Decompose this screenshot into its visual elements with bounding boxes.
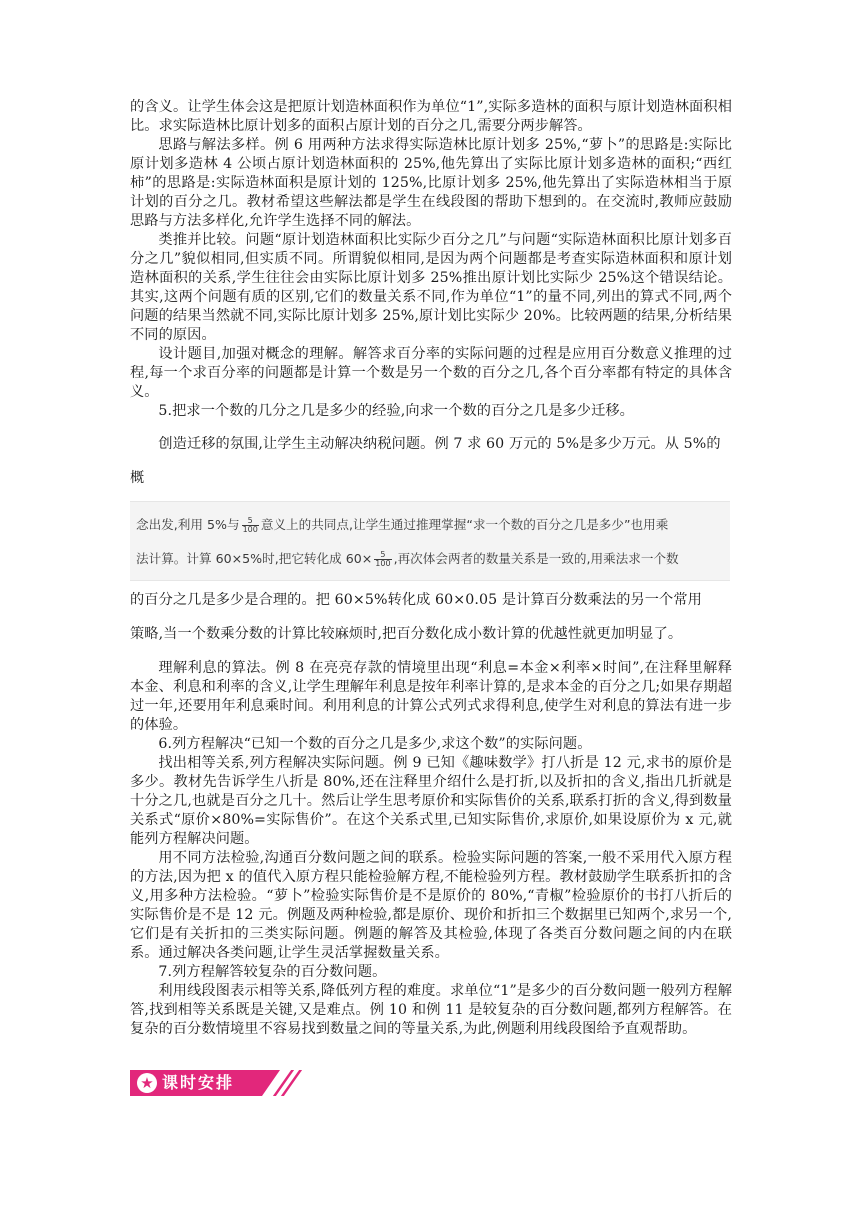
star-icon: ★ [137, 1073, 157, 1093]
fraction-numerator: 5 [242, 517, 259, 526]
fraction-denominator: 100 [242, 525, 258, 534]
scanned-line-1 [136, 508, 724, 542]
paragraph-line-diagram: 利用线段图表示相等关系,降低列方程的难度。求单位“1”是多少的百分数问题一般列方程解答,找到相等关系既是关键,又是难点。例 10 和例 11 是较复杂的百分数问题,都列方程解答。在复杂的百分数情境里不容易找到数量之间的等量关系,为此,例题利用线段图给予直观帮助。 [130, 983, 732, 1037]
scanned-text: ,再次体会两者的数量关系是一致的,用乘法求一个数 [393, 551, 679, 566]
scanned-text: 意义上的共同点,让学生通过推理掌握“求一个数的百分之几是多少”也用乘 [260, 517, 669, 532]
paragraph-tax-problem: 创造迁移的氛围,让学生主动解决纳税问题。例 7 求 60 万元的 5%是多少万元。从 5%的 [158, 436, 721, 452]
paragraph-tax-problem-cont: 概 [130, 470, 145, 486]
paragraph-compare-problems: 类推并比较。问题“原计划造林面积比实际少百分之几”与问题“实际造林面积比原计划多百分之几”貌似相同,但实质不同。所谓貌似相同,是因为两个问题都是考查实际造林面积和原计划造林面积的关系,学生往往会由实际比原计划多 25%推出原计划比实际少 25%这个错误结论。其实,这两个问题有质的区别,它们的数量关系不同,作为单位“1”的量不同,列出的算式不同,两个问题的结果当然就不同,实际比原计划多 25%,原计划比实际少 20%。比较两题的结果,分析结果不同的原因。 [130, 232, 732, 343]
scanned-text: 念出发,利用 5%与 [136, 517, 240, 532]
paragraph-unit-one-meaning: 的含义。让学生体会这是把原计划造林面积作为单位“1”,实际多造林的面积与原计划造林面积相比。求实际造林比原计划多的面积占原计划的百分之几,需要分两步解答。 [130, 99, 732, 134]
document-body [130, 98, 732, 1039]
paragraph-interest: 理解利息的算法。例 8 在亮亮存款的情境里出现“利息=本金×利率×时间”,在注释里解释本金、利息和利率的含义,让学生理解年利息是按年利率计算的,是求本金的百分之几;如果存期超过一年,还要用年利息乘时间。利用利息的计算公式列式求得利息,使学生对利息的算法有进一步的体验。 [130, 660, 732, 733]
section-title: 课时安排 [162, 1073, 235, 1092]
paragraph-decimal-strategy: 策略,当一个数乘分数的计算比较麻烦时,把百分数化成小数计算的优越性就更加明显了。 [130, 626, 683, 642]
paragraph-equation-discount: 找出相等关系,列方程解决实际问题。例 9 已知《趣味数学》打八折是 12 元,求书的原价是多少。教材先告诉学生八折是 80%,还在注释里介绍什么是打折,以及折扣的含义,指出几折就是十分之几,也就是百分之几十。然后让学生思考原价和实际售价的关系,联系打折的含义,得到数量关系式“原价×80%=实际售价”。在这个关系式里,已知实际售价,求原价,如果设原价为 x 元,就能列方程解决问题。 [130, 755, 732, 847]
heading-item-5: 5.把求一个数的几分之几是多少的经验,向求一个数的百分之几是多少迁移。 [158, 403, 634, 419]
section-header-lesson-schedule [130, 1070, 300, 1096]
heading-item-6: 6.列方程解决“已知一个数的百分之几是多少,求这个数”的实际问题。 [158, 736, 592, 752]
fraction-numerator: 5 [374, 551, 391, 560]
heading-item-7: 7.列方程解答较复杂的百分数问题。 [158, 964, 387, 980]
scanned-line-2 [136, 542, 724, 576]
fraction [374, 551, 391, 568]
paragraph-verification: 用不同方法检验,沟通百分数问题之间的联系。检验实际问题的答案,一般不采用代入原方程的方法,因为把 x 的值代入原方程只能检验解方程,不能检验列方程。教材鼓励学生联系折扣的含义,用多种方法检验。“萝卜”检验实际售价是不是原价的 80%,“青椒”检验原价的书打八折后的实际售价是不是 12 元。例题及两种检验,都是原价、现价和折扣三个数据里已知两个,求另一个,它们是有关折扣的三类实际问题。例题的解答及其检验,体现了各类百分数问题之间的内在联系。通过解决各类问题,让学生灵活掌握数量关系。 [130, 850, 732, 961]
fraction [242, 517, 259, 534]
fraction-denominator: 100 [375, 559, 391, 568]
scanned-text: 法计算。计算 60×5%时,把它转化成 60× [136, 551, 373, 566]
scanned-text-image [130, 501, 730, 581]
paragraph-multiplication-reasonable: 的百分之几是多少是合理的。把 60×5%转化成 60×0.05 是计算百分数乘法的另一个常用 [130, 592, 702, 608]
paragraph-multiple-solutions: 思路与解法多样。例 6 用两种方法求得实际造林比原计划多 25%,“萝卜”的思路是:实际比原计划多造林 4 公顷占原计划造林面积的 25%,他先算出了实际比原计划多造林的面积;“西红柿”的思路是:实际造林面积是原计划的 125%,比原计划多 25%,他先算出了实际造林相当于原计划的百分之几。教材希望这些解法都是学生在线段图的帮助下想到的。在交流时,教师应鼓励思路与方法多样化,允许学生选择不同的解法。 [130, 137, 732, 229]
paragraph-design-exercises: 设计题目,加强对概念的理解。解答求百分率的实际问题的过程是应用百分数意义推理的过程,每一个求百分率的问题都是计算一个数是另一个数的百分之几,各个百分率都有特定的具体含义。 [130, 346, 732, 400]
